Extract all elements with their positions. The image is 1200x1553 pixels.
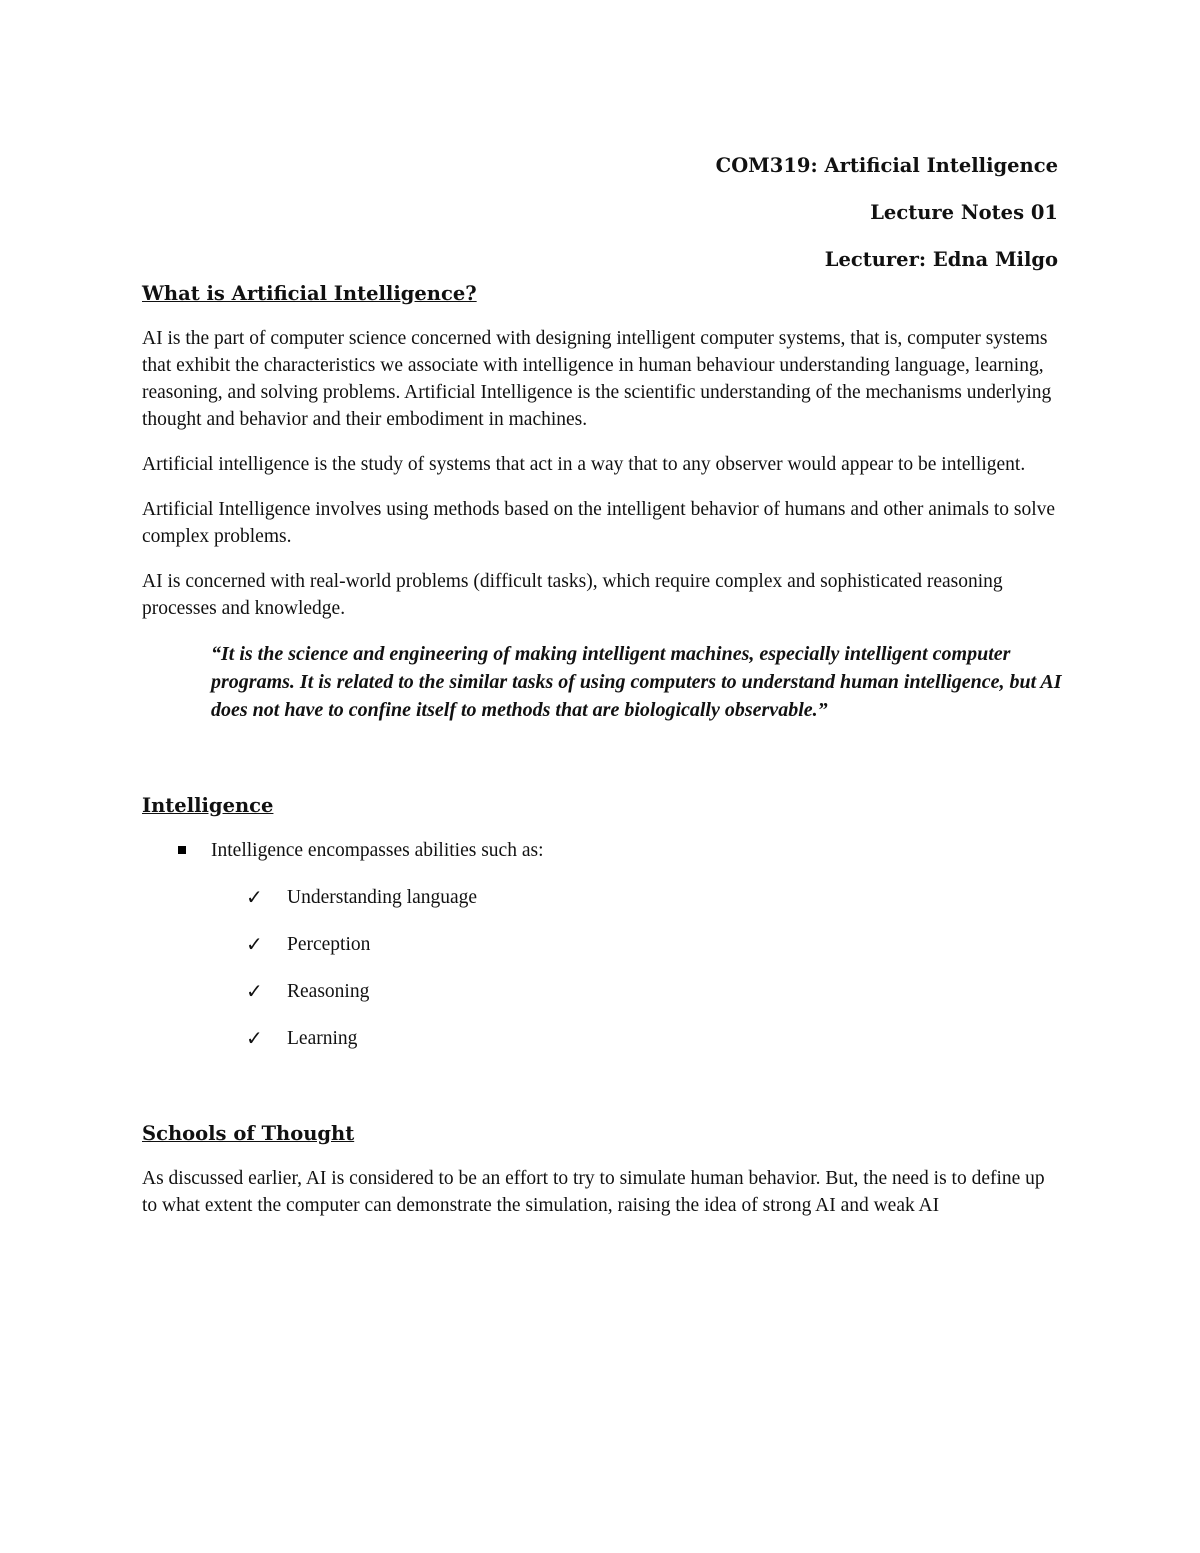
checkmark-icon: ✓ <box>246 979 263 1003</box>
abilities-list <box>142 884 1062 1072</box>
list-item-text: Reasoning <box>287 981 370 1002</box>
checkmark-icon: ✓ <box>246 1026 263 1050</box>
block-quote: “It is the science and engineering of making intelligent machines, especially intelligent computer programs. It is related to the similar tasks of using computers to understand human intelligence, but AI does not have to confine itself to methods that are biologically observable.” <box>211 643 1062 721</box>
lecturer-name: Lecturer: Edna Milgo <box>824 248 1058 271</box>
list-item <box>142 884 1062 931</box>
paragraph: AI is the part of computer science concerned with designing intelligent computer systems, that is, computer systems that exhibit the characteristics we associate with intelligence in human behaviour understanding language, learning, reasoning, and solving problems. Artificial Intelligence is the scientific understanding of the mechanisms underlying thought and behavior and their embodiment in machines. <box>142 328 1052 430</box>
section-heading-intelligence: Intelligence <box>142 794 274 817</box>
lecture-notes-label: Lecture Notes 01 <box>870 201 1058 224</box>
list-item-text: Perception <box>287 934 371 955</box>
paragraph: Artificial intelligence is the study of systems that act in a way that to any observer would appear to be intelligent. <box>142 454 1026 475</box>
section-heading-what-is-ai: What is Artificial Intelligence? <box>142 282 477 305</box>
document-header <box>716 142 1058 283</box>
section-heading-schools-of-thought: Schools of Thought <box>142 1122 355 1145</box>
list-item <box>142 978 1062 1025</box>
list-item <box>142 1025 1062 1072</box>
list-item <box>142 931 1062 978</box>
list-item-text: Understanding language <box>287 887 478 908</box>
square-bullet-icon <box>178 846 186 854</box>
checkmark-icon: ✓ <box>246 932 263 956</box>
checkmark-icon: ✓ <box>246 885 263 909</box>
course-title: COM319: Artificial Intelligence <box>715 154 1058 177</box>
paragraph: As discussed earlier, AI is considered to be an effort to try to simulate human behavior. But, the need is to define up to what extent the computer can demonstrate the simulation, raising the idea of strong AI and weak AI <box>142 1168 1045 1216</box>
list-item-text: Learning <box>287 1028 358 1049</box>
bullet-item <box>142 837 1062 864</box>
bullet-text: Intelligence encompasses abilities such as: <box>211 840 544 861</box>
document-body <box>142 280 1062 1237</box>
paragraph: AI is concerned with real-world problems (difficult tasks), which require complex and sophisticated reasoning processes and knowledge. <box>142 571 1003 619</box>
paragraph: Artificial Intelligence involves using methods based on the intelligent behavior of humans and other animals to solve complex problems. <box>142 499 1056 547</box>
